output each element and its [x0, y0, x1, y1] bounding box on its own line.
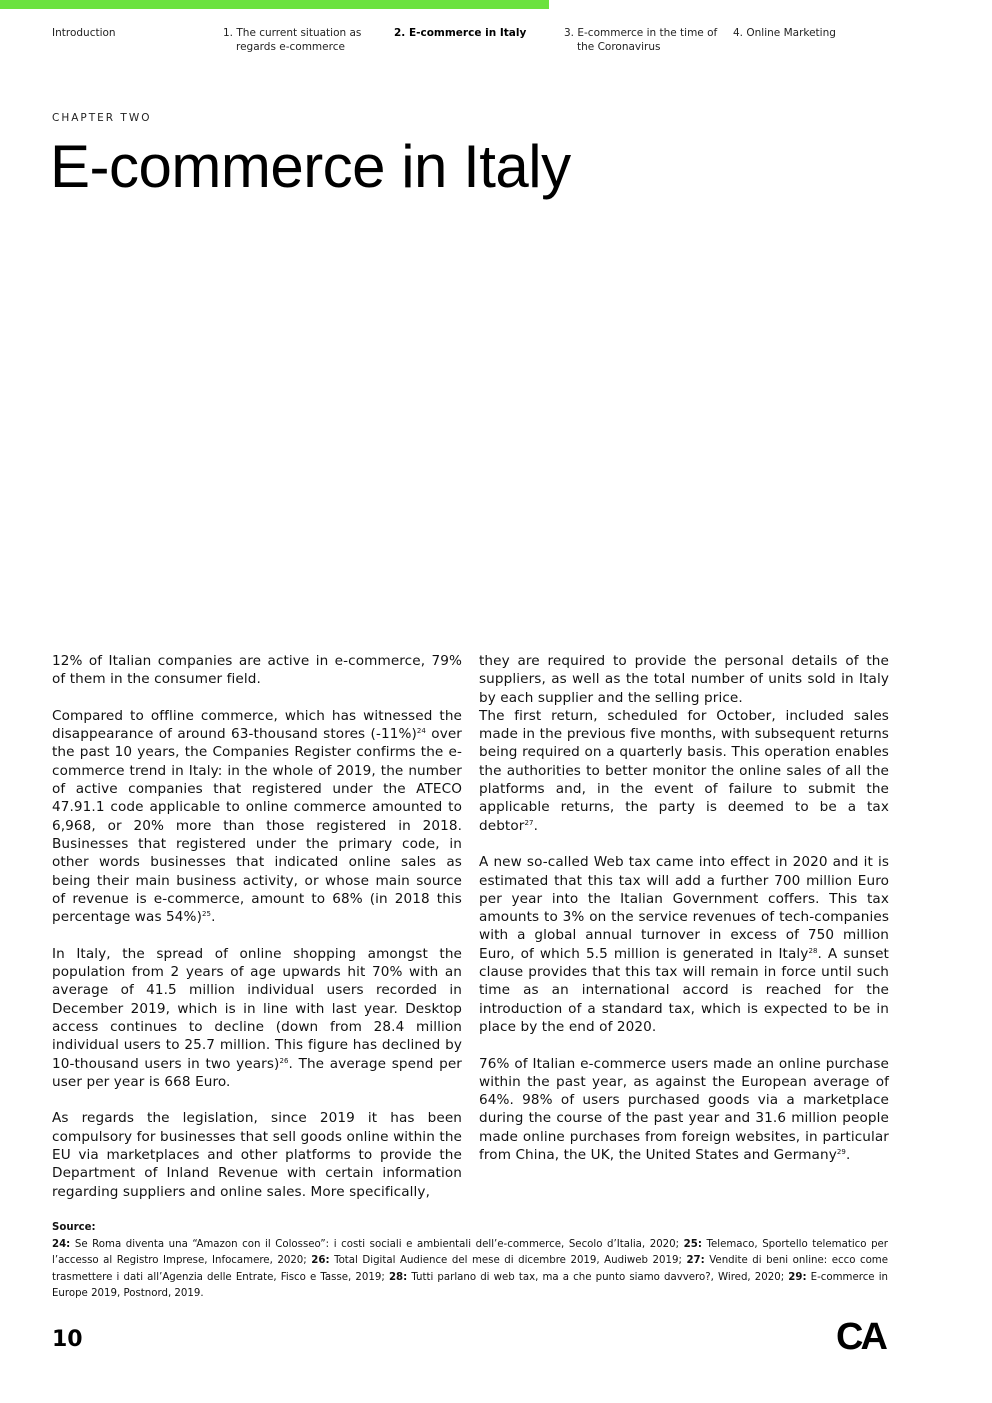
paragraph: As regards the legislation, since 2019 it has been compulsory for businesses that sell goods online within the EU via marketplaces and other platforms to provide the Department of Inland Revenue with certain information regarding suppliers and online sales. More specifically,	[52, 1110, 462, 1200]
source-ref: 27: Vendite di beni online: ecco come trasmettere i dati all’Agenzia delle Entrate, Fisco e Tasse, 2019;	[52, 1255, 889, 1283]
nav-item-coronavirus[interactable]: 3. E-commerce in the time of the Coronavirus	[564, 27, 718, 53]
paragraph: they are required to provide the personal details of the suppliers, as well as the total number of units sold in Italy by each supplier and the selling price.	[479, 653, 889, 706]
body-column-right	[479, 652, 889, 1164]
paragraph: A new so-called Web tax came into effect in 2020 and it is estimated that this tax will add a further 700 million Euro per year into the Italian Government coffers. This tax amounts to 3% on the service revenues of tech-companies with a global annual turnover in excess of 750 million Euro, of which 5.5 million is generated in Italy$^{28}$. A sunset clause provides that this tax will remain in force until such time as an international accord is reached for the introduction of a standard tax, which is expected to be in place by the end of 2020.	[479, 854, 889, 1035]
footnote-ref[interactable]: 29	[836, 1148, 846, 1157]
page-number: 10	[52, 1327, 83, 1352]
footnote-ref[interactable]: 27	[524, 818, 534, 827]
paragraph: Compared to offline commerce, which has witnessed the disappearance of around 63-thousand stores $(-11\%)^{24}$ over the past 10 years, the Companies Register confirms the e-commerce trend in Italy: in the whole of 2019, the number of active companies that registered under the ATECO 47.91.1 code applicable to online commerce amounted to 6,968, or 20% more than those registered in 2018. Businesses that registered under the primary code, in other words businesses that indicated online sales as being their main business activity, or whose main source of revenue is e-commerce, amount to 68% (in 2018 this percentage was 54%)$^{25}$.	[52, 707, 462, 926]
source-ref: 25: Telemaco, Sportello telematico per l’accesso al Registro Imprese, Infocamere, 2020;	[52, 1238, 888, 1267]
paragraph: 12% of Italian companies are active in e-commerce, 79% of them in the consumer field.	[52, 653, 462, 688]
source-ref: 26: Total Digital Audience del mese di dicembre 2019, Audiweb 2019;	[311, 1255, 687, 1267]
footnote-ref[interactable]: 26	[279, 1056, 289, 1065]
brand-logo: CA	[836, 1316, 885, 1358]
paragraph: The first return, scheduled for October, included sales made in the previous five months, with subsequent returns being required on a quarterly basis. This operation enables the authorities to better monitor the online sales of all the platforms and, in the event of failure to submit the applicable returns, the party is deemed to be a tax debtor$^{27}$.	[479, 707, 889, 834]
sources-title: Source:	[52, 1222, 96, 1233]
nav-item-introduction[interactable]: Introduction	[52, 27, 116, 39]
source-ref: 29: E-commerce in Europe 2019, Postnord, 2019.	[52, 1271, 888, 1300]
sources-block	[52, 1220, 888, 1303]
footnote-ref[interactable]: 24	[416, 727, 426, 736]
reading-progress-bar	[0, 0, 549, 9]
nav-item-ecommerce-italy[interactable]: 2. E-commerce in Italy	[394, 27, 527, 39]
chapter-navigation	[52, 26, 932, 56]
chapter-label: CHAPTER TWO	[52, 112, 152, 124]
source-ref: 24: Se Roma diventa una “Amazon con il Colosseo”: i costi sociali e ambientali dell’e-commerce, Secolo d’Italia, 2020;	[52, 1238, 684, 1250]
footnote-ref[interactable]: 25	[201, 910, 212, 919]
source-ref: 28: Tutti parlano di web tax, ma a che punto siamo davvero?, Wired, 2020;	[388, 1271, 789, 1283]
nav-item-online-marketing[interactable]: 4. Online Marketing	[733, 27, 836, 39]
paragraph: 76% of Italian e-commerce users made an online purchase within the past year, as against the European average of 64%. 98% of users purchased goods via a marketplace during the course of the past year and 31.6 million people made online purchases from foreign websites, in particular from China, the UK, the United States and Germany$^{29}$.	[479, 1055, 889, 1164]
nav-item-current-situation[interactable]: 1. The current situation as regards e-commerce	[223, 27, 362, 53]
chapter-title: E-commerce in Italy	[50, 133, 571, 200]
paragraph: In Italy, the spread of online shopping amongst the population from 2 years of age upwards hit 70% with an average of 41.5 million individual users recorded in December 2019, which is in line with last year. Desktop access continues to decline (down from 28.4 million individual users to 25.7 million. This figure has declined by 10-thousand users in two years)$^{26}$. The average spend per user per year is 668 Euro.	[52, 945, 462, 1090]
footnote-ref[interactable]: 28	[808, 946, 818, 955]
body-column-left	[52, 652, 462, 1201]
